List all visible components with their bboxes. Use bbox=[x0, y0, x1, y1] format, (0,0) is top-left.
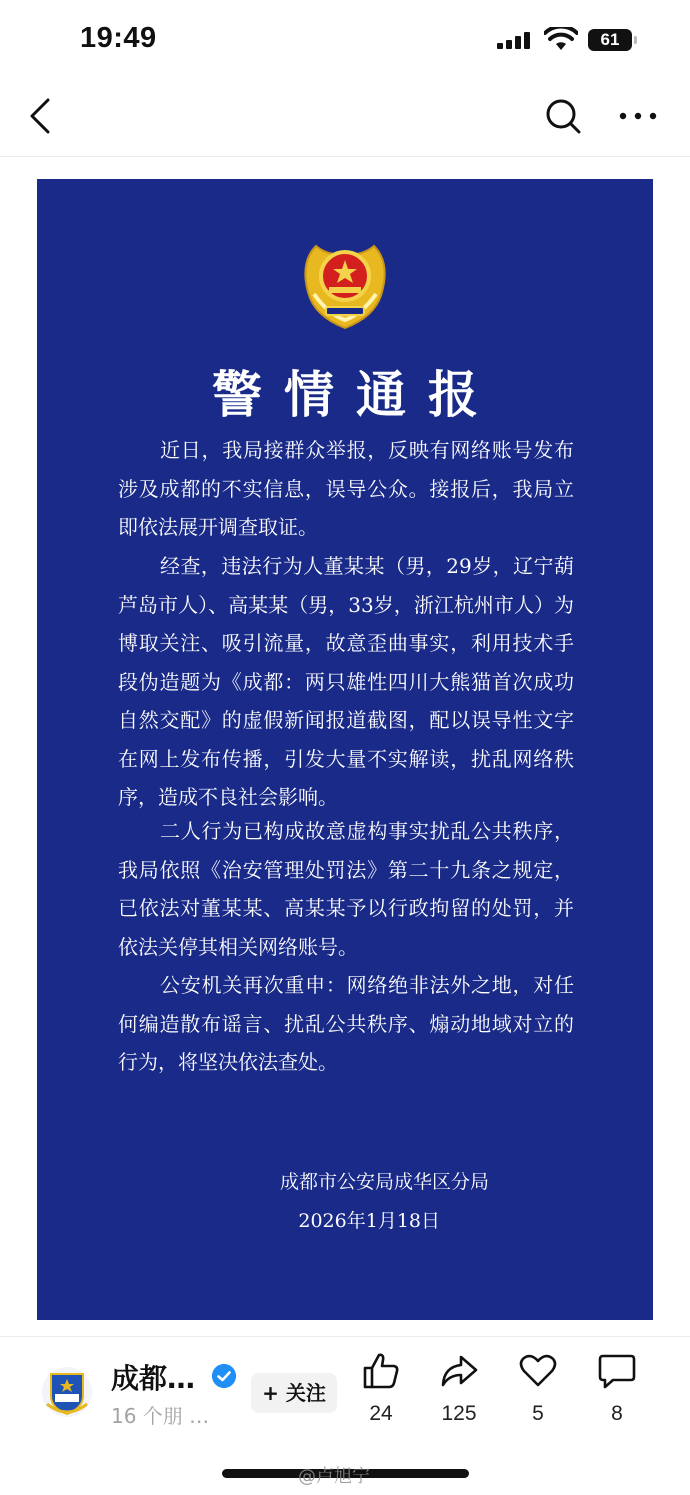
follow-button[interactable]: + 关注 bbox=[251, 1373, 337, 1413]
author-name[interactable]: 成都… bbox=[111, 1362, 196, 1395]
police-emblem-icon bbox=[298, 232, 392, 332]
comment-button[interactable] bbox=[577, 1351, 657, 1441]
notice-signature-org: 成都市公安局成华区分局 bbox=[279, 1171, 489, 1193]
notice-paragraph: 经查，违法行为人董某某（男，29岁，辽宁葫芦岛市人）、高某某（男，33岁，浙江杭州市人）为博取关注、吸引流量，故意歪曲事实，利用技术手段伪造题为《成都：两只雄性四川大熊猫首次成功自然交配》的虚假新闻报道截图，配以误导性文字在网上发布传播，引发大量不实解读，扰乱网络秩序，造成不良社会影响。 bbox=[118, 554, 574, 809]
favorite-count: 5 bbox=[532, 1402, 544, 1425]
avatar[interactable] bbox=[41, 1366, 93, 1418]
notice-title: 警情通报 bbox=[212, 365, 500, 424]
thumbs-up-icon bbox=[361, 1351, 401, 1391]
notice-paragraph: 二人行为已构成故意虚构事实扰乱公共秩序，我局依照《治安管理处罚法》第二十九条之规定，已依法对董某某、高某某予以行政拘留的处罚，并依法关停其相关网络账号。 bbox=[118, 819, 574, 959]
police-notice-image[interactable] bbox=[37, 179, 653, 1320]
chevron-left-icon[interactable] bbox=[24, 96, 60, 136]
favorite-button[interactable] bbox=[498, 1351, 578, 1441]
status-time: 19:49 bbox=[80, 22, 157, 54]
top-nav-bar bbox=[0, 80, 690, 157]
more-horizontal-icon[interactable] bbox=[618, 106, 658, 126]
comment-count: 8 bbox=[611, 1402, 623, 1425]
status-bar bbox=[0, 0, 690, 80]
verified-badge-icon bbox=[212, 1364, 236, 1388]
notice-paragraph: 近日，我局接群众举报，反映有网络账号发布涉及成都的不实信息，误导公众。接报后，我局立即依法展开调查取证。 bbox=[118, 438, 574, 539]
share-icon bbox=[439, 1351, 479, 1391]
notice-signature-date: 2026年1月18日 bbox=[298, 1210, 440, 1232]
like-button[interactable] bbox=[341, 1351, 421, 1441]
share-count: 125 bbox=[441, 1402, 477, 1425]
battery-indicator: 61 bbox=[588, 29, 632, 51]
watermark: @卢旭宁 bbox=[298, 1466, 370, 1487]
notice-paragraph: 公安机关再次重申：网络绝非法外之地，对任何编造散布谣言、扰乱公共秩序、煽动地域对立的行为，将坚决依法查处。 bbox=[118, 973, 574, 1074]
cellular-signal-icon bbox=[497, 31, 533, 49]
heart-icon bbox=[518, 1351, 558, 1391]
share-button[interactable] bbox=[419, 1351, 499, 1441]
search-icon[interactable] bbox=[543, 96, 583, 136]
author-subtitle: 16 个朋 … bbox=[111, 1404, 210, 1428]
comment-icon bbox=[597, 1351, 637, 1391]
wifi-icon bbox=[544, 27, 578, 51]
like-count: 24 bbox=[369, 1402, 393, 1425]
